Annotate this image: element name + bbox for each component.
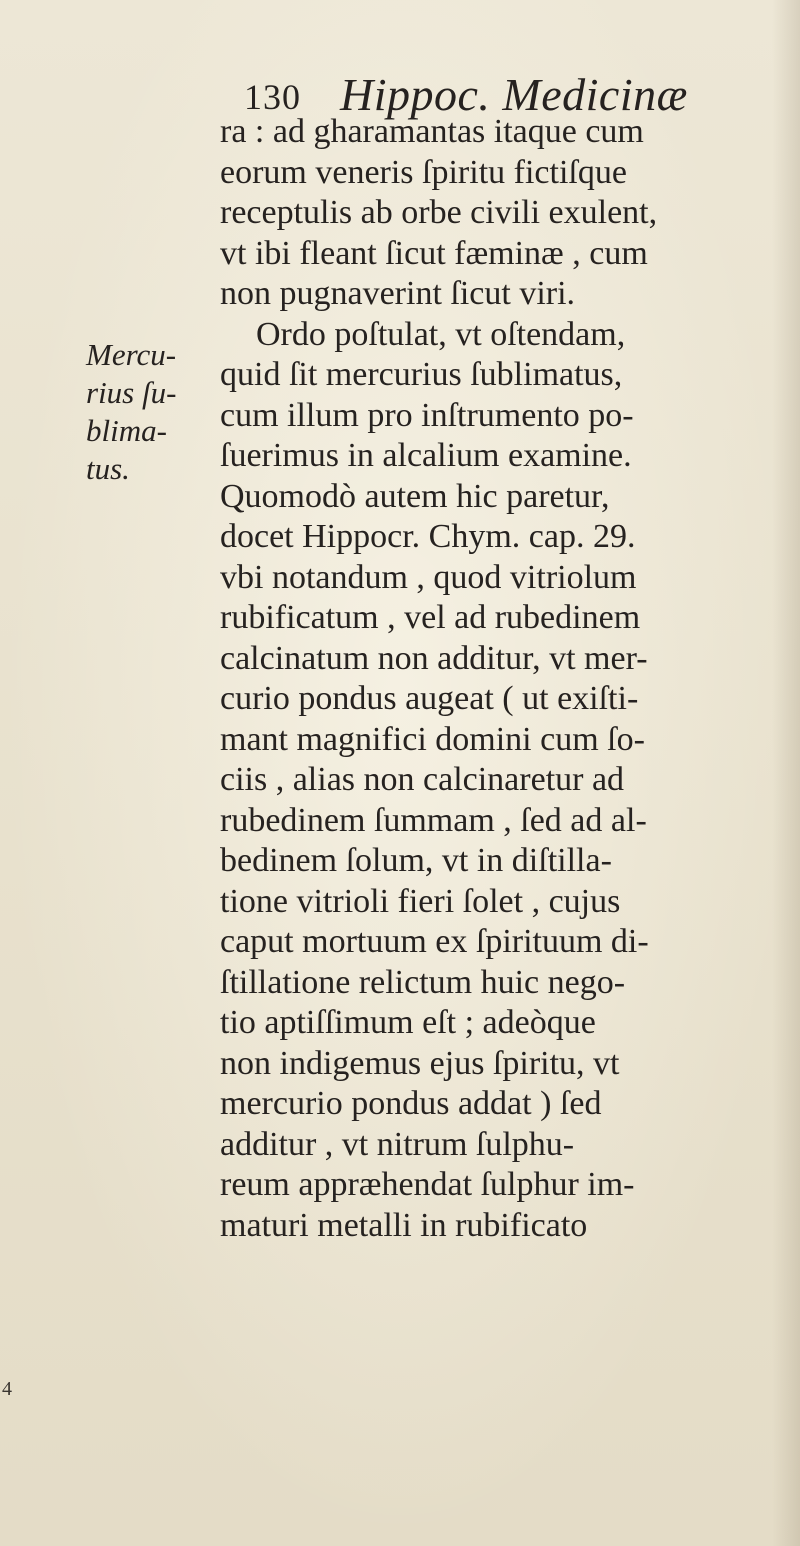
text-line: rubificatum , vel ad rubedinem <box>220 599 641 636</box>
text-line: Quomodò autem hic paretur, <box>220 477 610 515</box>
text-line: reum appræhendat ſulphur im- <box>220 1166 635 1203</box>
text-line: quid ſit mercurius ſublimatus, <box>220 356 623 393</box>
text-line: curio pondus augeat ( ut exiſti- <box>220 680 639 717</box>
text-line: calcinatum non additur, vt mer- <box>220 639 648 677</box>
text-line: maturi metalli in rubificato <box>220 1206 588 1244</box>
margin-note-line: Mercu- <box>86 337 177 372</box>
margin-note <box>86 336 196 488</box>
text-line: docet Hippocr. Chym. cap. 29. <box>220 518 636 555</box>
running-head: Hippoc. Medicinæ <box>340 69 688 120</box>
text-line: bedinem ſolum, vt in diſtilla- <box>220 842 612 879</box>
text-line: Ordo poſtulat, vt oſtendam, <box>256 315 626 353</box>
text-line: caput mortuum ex ſpirituum di- <box>220 923 649 960</box>
page-number: 130 <box>244 77 301 117</box>
text-line: eorum veneris ſpiritu fictiſque <box>220 153 627 191</box>
text-line: vbi notandum , quod vitriolum <box>220 558 637 596</box>
text-line: ra : ad gharamantas itaque cum <box>220 113 644 150</box>
text-line: rubedinem ſummam , ſed ad al- <box>220 801 647 839</box>
stray-mark: 4 <box>2 1378 12 1400</box>
text-line: tio aptiſſimum eſt ; adeòque <box>220 1004 596 1041</box>
margin-note-line: tus. <box>86 451 130 486</box>
text-line: additur , vt nitrum ſulphu- <box>220 1125 575 1163</box>
text-line: receptulis ab orbe civili exulent, <box>220 194 658 231</box>
margin-note-line: rius ſu- <box>86 375 177 410</box>
text-line: non indigemus ejus ſpiritu, vt <box>220 1044 620 1082</box>
text-line: ciis , alias non calcinaretur ad <box>220 761 625 798</box>
text-line: mercurio pondus addat ) ſed <box>220 1085 602 1122</box>
text-line: non pugnaverint ſicut viri. <box>220 275 576 312</box>
body-text <box>220 112 780 1246</box>
text-line: ſtillatione relictum huic nego- <box>220 963 626 1001</box>
text-line: tione vitrioli fieri ſolet , cujus <box>220 882 621 920</box>
text-line: vt ibi fleant ſicut fæminæ , cum <box>220 234 648 272</box>
text-line: cum illum pro inſtrumento po- <box>220 396 634 434</box>
page-header <box>244 68 764 120</box>
text-line: mant magnifici domini cum ſo- <box>220 720 645 758</box>
margin-note-line: blima- <box>86 413 167 448</box>
text-line: ſuerimus in alcalium examine. <box>220 437 632 474</box>
